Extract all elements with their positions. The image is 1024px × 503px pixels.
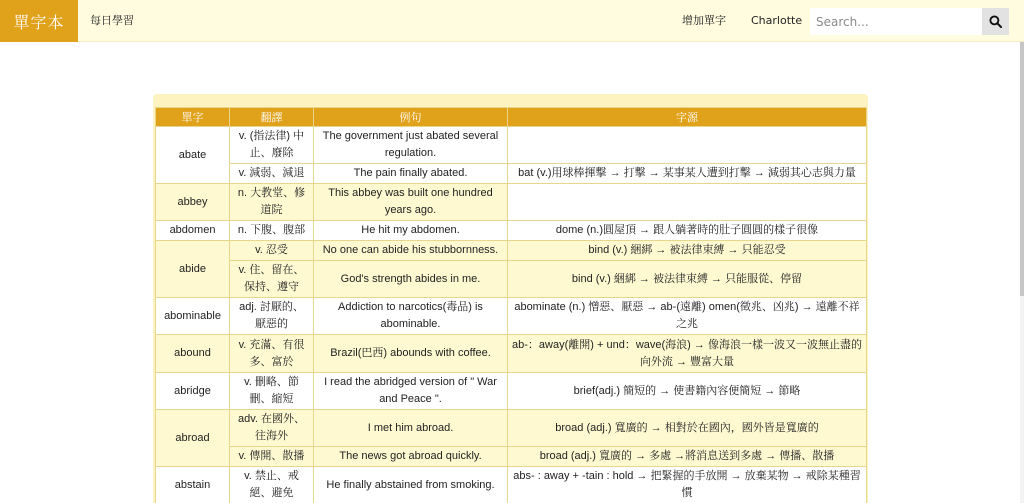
table-row — [156, 373, 867, 410]
table-row — [156, 335, 867, 373]
page-scrollbar-thumb[interactable] — [1020, 42, 1024, 296]
table-row — [156, 447, 867, 467]
example-cell: God's strength abides in me. — [314, 261, 508, 298]
search-input[interactable] — [810, 8, 982, 35]
translation-cell: adv. 在國外、往海外 — [230, 410, 314, 447]
word-cell[interactable]: abominable — [156, 298, 230, 335]
vocab-table-body — [156, 127, 867, 503]
translation-cell: n. 下腹、腹部 — [230, 221, 314, 241]
word-cell[interactable]: abdomen — [156, 221, 230, 241]
etymology-cell: broad (adj.) 寬廣的 → 多處 →將消息送到多處 → 傳播、散播 — [508, 447, 867, 467]
header-example[interactable]: 例句 — [314, 108, 508, 127]
header-word[interactable]: 單字 — [156, 108, 230, 127]
table-row — [156, 467, 867, 503]
etymology-cell: ab-：away(離開) + und：wave(海浪) → 像海浪一樣一波又一波無止盡的向外流 → 豐富大量 — [508, 335, 867, 373]
table-row — [156, 184, 867, 221]
translation-cell: adj. 討厭的、厭惡的 — [230, 298, 314, 335]
table-row — [156, 261, 867, 298]
vocab-table — [155, 107, 867, 503]
example-cell: No one can abide his stubbornness. — [314, 241, 508, 261]
word-cell[interactable]: abbey — [156, 184, 230, 221]
table-row — [156, 410, 867, 447]
table-header-row — [156, 108, 867, 127]
example-cell: He finally abstained from smoking. — [314, 467, 508, 503]
word-cell[interactable]: abstain — [156, 467, 230, 503]
nav-user-menu[interactable]: Charlotte — [751, 14, 803, 27]
etymology-cell — [508, 184, 867, 221]
table-row — [156, 298, 867, 335]
example-cell: He hit my abdomen. — [314, 221, 508, 241]
word-cell[interactable]: abroad — [156, 410, 230, 467]
brand-logo[interactable]: 單字本 — [0, 0, 78, 42]
example-cell: The pain finally abated. — [314, 164, 508, 184]
etymology-cell: abs- : away + -tain : hold → 把緊握的手放開 → 放棄某物 → 戒除某種習慣 — [508, 467, 867, 503]
word-cell[interactable]: abound — [156, 335, 230, 373]
etymology-cell: dome (n.)圓屋頂 → 跟人躺著時的肚子圓圓的樣子很像 — [508, 221, 867, 241]
example-cell: I read the abridged version of " War and Peace ". — [314, 373, 508, 410]
etymology-cell: abominate (n.) 憎惡、厭惡 → ab-(遠離) omen(徵兆、凶兆) → 遠離不祥之兆 — [508, 298, 867, 335]
translation-cell: v. 減弱、減退 — [230, 164, 314, 184]
nav-daily-study[interactable]: 每日學習 — [90, 14, 134, 27]
translation-cell: v. (指法律) 中止、廢除 — [230, 127, 314, 164]
translation-cell: n. 大教堂、修道院 — [230, 184, 314, 221]
table-row — [156, 241, 867, 261]
translation-cell: v. 住、留在、保持、遵守 — [230, 261, 314, 298]
translation-cell: v. 傳開、散播 — [230, 447, 314, 467]
example-cell: Brazil(巴西) abounds with coffee. — [314, 335, 508, 373]
example-cell: The news got abroad quickly. — [314, 447, 508, 467]
example-cell: The government just abated several regulation. — [314, 127, 508, 164]
header-translation[interactable]: 翻譯 — [230, 108, 314, 127]
etymology-cell: bind (v.) 綑綁 → 被法律束縛 → 只能服從、停留 — [508, 261, 867, 298]
word-cell[interactable]: abridge — [156, 373, 230, 410]
example-cell: I met him abroad. — [314, 410, 508, 447]
etymology-cell: broad (adj.) 寬廣的 → 相對於在國內，國外皆是寬廣的 — [508, 410, 867, 447]
search-icon — [989, 15, 1002, 28]
top-navbar — [0, 0, 1024, 42]
nav-add-word[interactable]: 增加單字 — [682, 14, 726, 27]
etymology-cell: brief(adj.) 簡短的 → 使書籍內容便簡短 → 節略 — [508, 373, 867, 410]
translation-cell: v. 忍受 — [230, 241, 314, 261]
table-row — [156, 221, 867, 241]
word-cell[interactable]: abate — [156, 127, 230, 184]
translation-cell: v. 充滿、有很多、富於 — [230, 335, 314, 373]
header-etymology[interactable]: 字源 — [508, 108, 867, 127]
etymology-cell: bat (v.)用球棒揮擊 → 打擊 → 某事某人遭到打擊 → 減弱其心志與力量 — [508, 164, 867, 184]
etymology-cell: bind (v.) 綑綁 → 被法律束縛 → 只能忍受 — [508, 241, 867, 261]
table-row — [156, 164, 867, 184]
translation-cell: v. 刪略、節刪、縮短 — [230, 373, 314, 410]
search-button[interactable] — [982, 8, 1009, 35]
word-cell[interactable]: abide — [156, 241, 230, 298]
table-row — [156, 127, 867, 164]
translation-cell: v. 禁止、戒絕、避免 — [230, 467, 314, 503]
etymology-cell — [508, 127, 867, 164]
example-cell: This abbey was built one hundred years ago. — [314, 184, 508, 221]
example-cell: Addiction to narcotics(毒品) is abominable. — [314, 298, 508, 335]
